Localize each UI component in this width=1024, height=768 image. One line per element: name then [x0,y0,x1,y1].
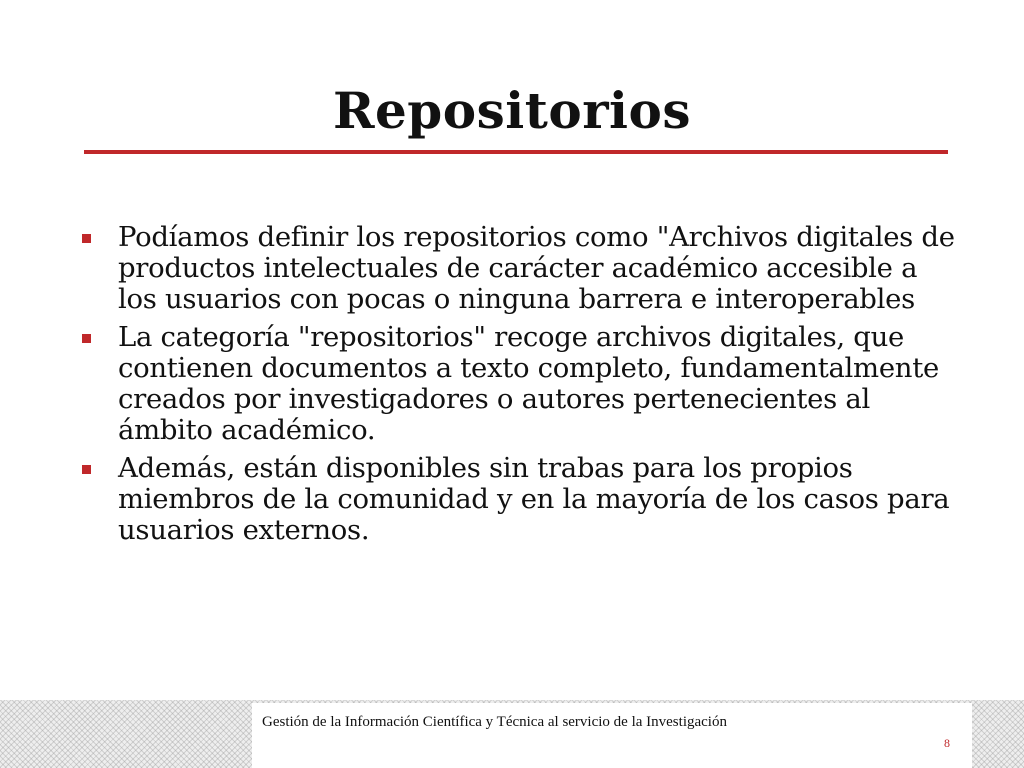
slide-title: Repositorios [332,81,692,140]
bullet-text: Podíamos definir los repositorios como "Archivos digitales de productos intelectuales de carácter académico accesible a los usuarios con pocas o ninguna barrera e interoperables [118,221,955,315]
footer-text: Gestión de la Información Científica y Técnica al servicio de la Investigación [262,714,727,730]
bullet-item [76,453,956,546]
bullet-item [76,222,956,315]
bullet-list [76,222,956,553]
square-bullet-icon [82,465,91,474]
bullet-item [76,322,956,446]
square-bullet-icon [82,334,91,343]
square-bullet-icon [82,234,91,243]
title-underline [84,150,948,154]
bullet-text: Además, están disponibles sin trabas para los propios miembros de la comunidad y en la mayoría de los casos para usuarios externos. [118,452,950,546]
page-number: 8 [944,736,950,750]
bullet-text: La categoría "repositorios" recoge archivos digitales, que contienen documentos a texto completo, fundamentalmente creados por investigadores o autores pertenecientes al ámbito académico. [118,321,939,446]
